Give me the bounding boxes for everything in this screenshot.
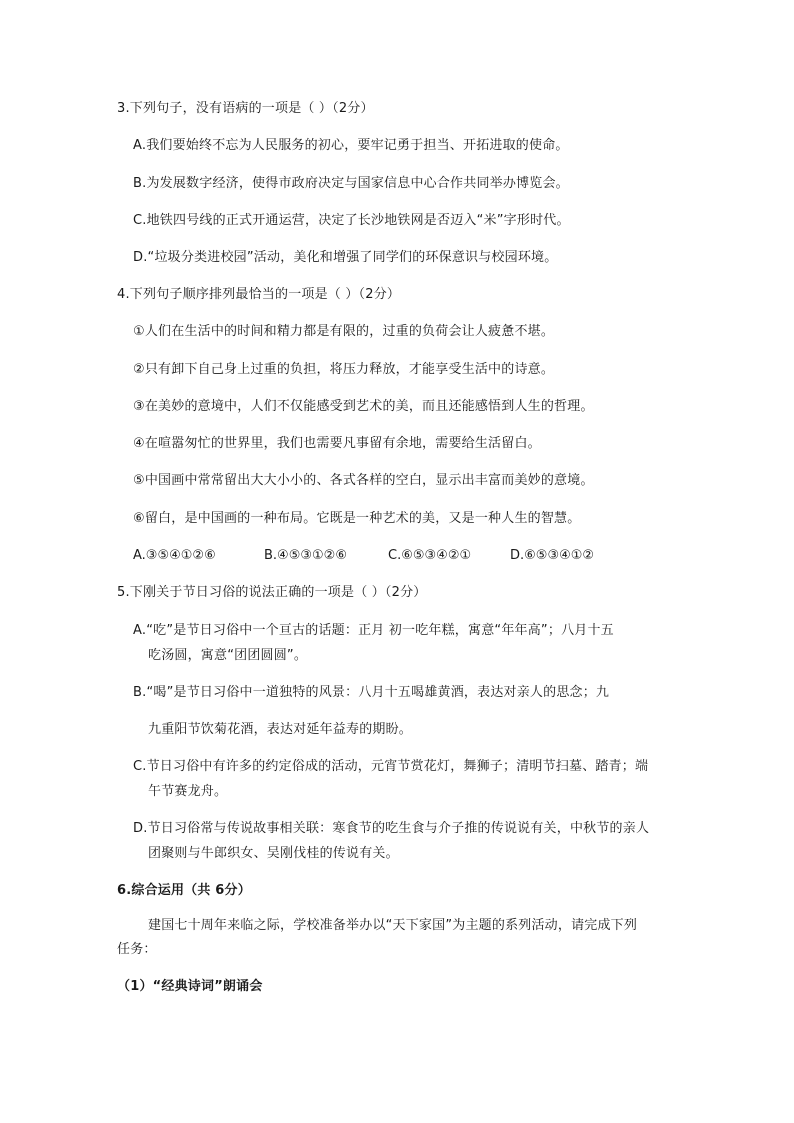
question-6-subtask-1: （1）“经典诗词”朗诵会 (117, 979, 263, 994)
question-4-sentence-5: ⑤中国画中常常留出大大小小的、各式各样的空白，显示出丰富而美妙的意境。 (133, 473, 594, 488)
question-4-sentence-2: ②只有卸下自己身上过重的负担，将压力释放，才能享受生活中的诗意。 (133, 362, 555, 377)
question-4-stem: 4.下列句子顺序排列最恰当的一项是（ ）（2分） (117, 287, 401, 302)
question-4-sentence-1: ①人们在生活中的时间和精力都是有限的，过重的负荷会让人疲惫不堪。 (133, 324, 555, 339)
question-4-option-d: D.⑥⑤③④①② (510, 548, 595, 563)
question-5-option-b-line-1: B.“喝”是节日习俗中一道独特的风景：八月十五喝雄黄酒，表达对亲人的思念；九 (133, 685, 610, 700)
question-4-sentence-3: ③在美妙的意境中，人们不仅能感受到艺术的美，而且还能感悟到人生的哲理。 (133, 399, 594, 414)
question-3-option-c: C.地铁四号线的正式开通运营，决定了长沙地铁网是否迈入“米”字形时代。 (133, 213, 570, 228)
question-5-option-a-line-2: 吃汤圆，寓意“团团圆圆”。 (148, 648, 308, 663)
question-5-stem: 5.下刚关于节日习俗的说法正确的一项是（ ）（2分） (117, 585, 427, 600)
question-3-stem: 3.下列句子，没有语病的一项是（ ）（2分） (117, 101, 374, 116)
question-4-option-c: C.⑥⑤③④②① (388, 548, 472, 563)
question-6-intro-line-2: 任务： (117, 942, 157, 957)
question-6-intro-line-1: 建国七十周年来临之际，学校准备举办以“天下家国”为主题的系列活动，请完成下列 (148, 918, 638, 933)
question-5-option-d-line-1: D.节日习俗常与传说故事相关联：寒食节的吃生食与介子推的传说说有关，中秋节的亲人 (133, 821, 650, 836)
question-4-sentence-4: ④在喧嚣匆忙的世界里，我们也需要凡事留有余地，需要给生活留白。 (133, 436, 541, 451)
question-4-sentence-6: ⑥留白，是中国画的一种布局。它既是一种艺术的美，又是一种人生的智慧。 (133, 511, 581, 526)
question-6-title: 6.综合运用（共 6分） (117, 883, 251, 898)
question-3-option-b: B.为发展数字经济，使得市政府决定与国家信息中心合作共同举办博览会。 (133, 176, 569, 191)
question-5-option-d-line-2: 团聚则与牛郎织女、吴刚伐桂的传说有关。 (148, 846, 399, 861)
question-3-option-a: A.我们要始终不忘为人民服务的初心，要牢记勇于担当、开拓进取的使命。 (133, 138, 569, 153)
question-5-option-a-line-1: A.“吃”是节日习俗中一个亘古的话题：正月 初一吃年糕，寓意“年年高”；八月十五 (133, 623, 614, 638)
question-5-option-b-line-2: 九重阳节饮菊花酒，表达对延年益寿的期盼。 (148, 722, 413, 737)
question-3-option-d: D.“垃圾分类进校园”活动，美化和增强了同学们的环保意识与校园环境。 (133, 250, 558, 265)
question-5-option-c-line-1: C.节日习俗中有许多的约定俗成的活动，元宵节赏花灯，舞狮子；清明节扫墓、踏青；端 (133, 759, 649, 774)
question-4-option-a: A.③⑤④①②⑥ (133, 548, 216, 563)
question-4-option-b: B.④⑤③①②⑥ (264, 548, 347, 563)
question-5-option-c-line-2: 午节赛龙舟。 (148, 784, 228, 799)
